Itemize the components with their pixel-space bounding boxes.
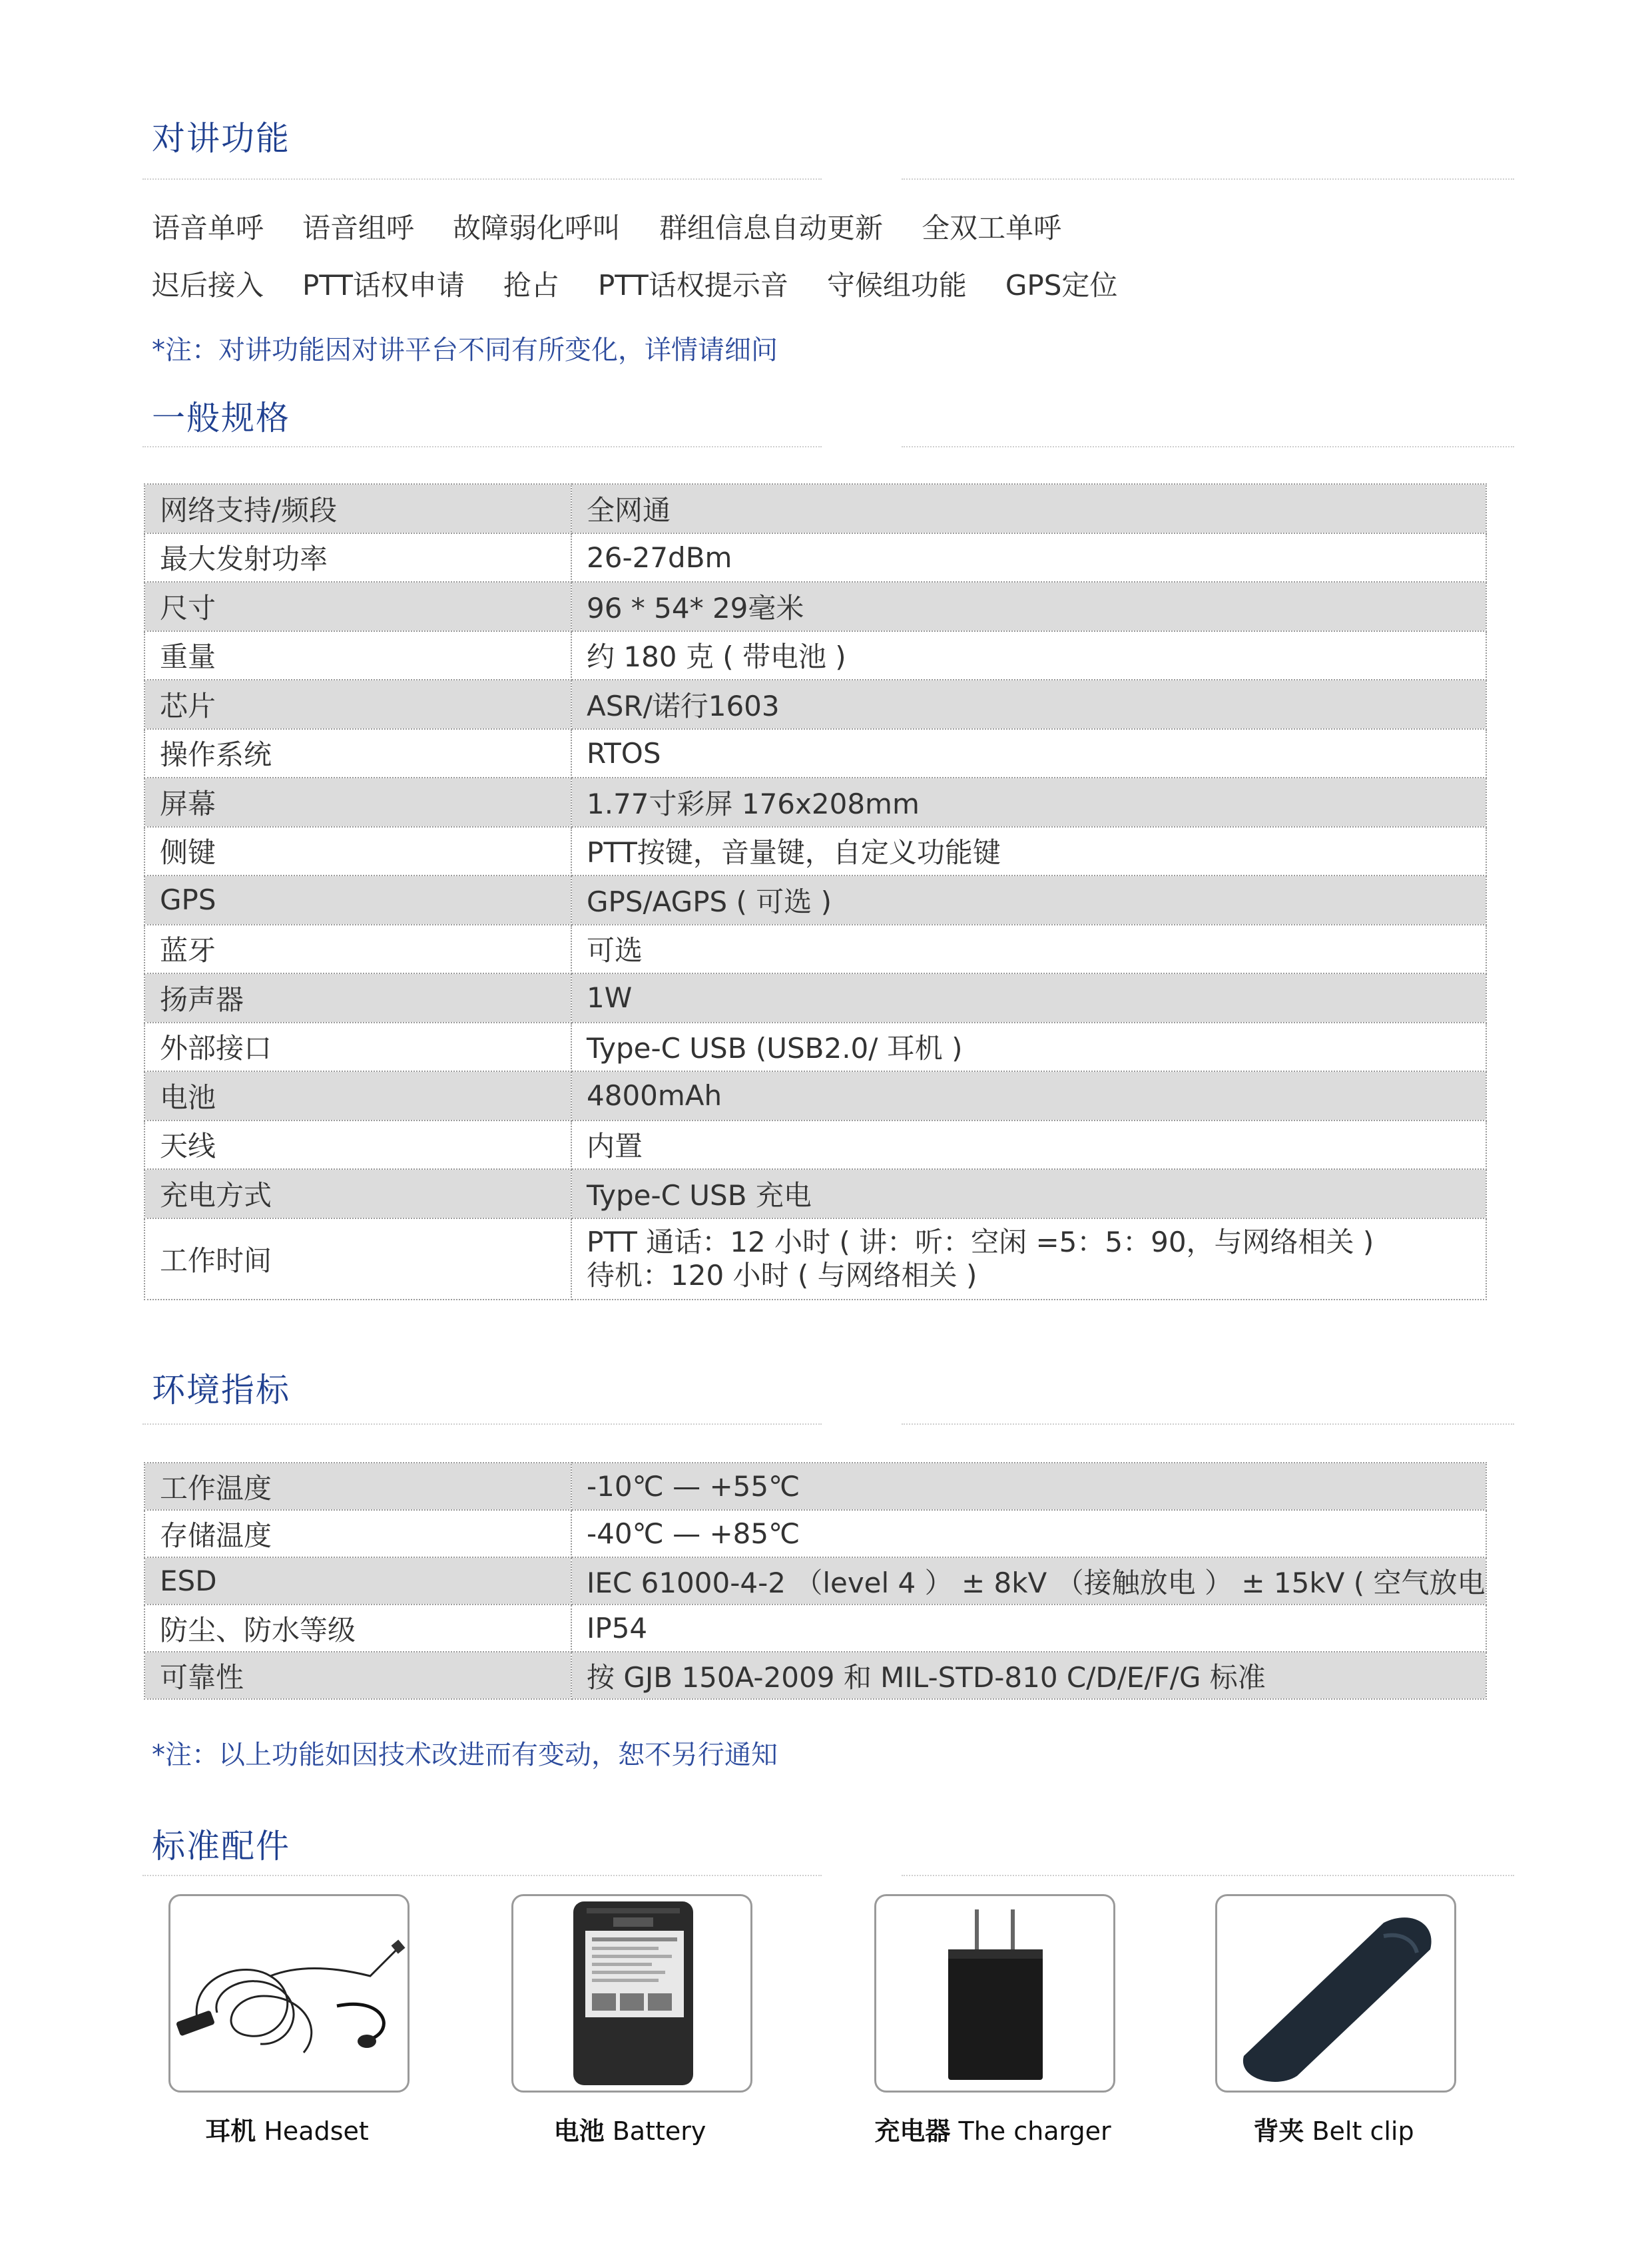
spec-row [144,1652,1486,1699]
divider [142,1423,822,1425]
spec-key: 充电方式 [144,1169,571,1218]
headset-icon [170,1896,408,2091]
spec-row [144,1071,1486,1120]
feature-item: 抢占 [503,269,559,302]
spec-value: IEC 61000-4-2 （level 4 ） ± 8kV （接触放电 ） ± 15kV ( 空气放电 [571,1557,1486,1605]
spec-key: 天线 [144,1120,571,1170]
battery-label-en: Battery [612,2116,706,2146]
spec-key: 防尘、防水等级 [144,1605,571,1652]
spec-value: -40℃ — +85℃ [571,1510,1486,1557]
feature-item: 语音组呼 [302,212,415,244]
feature-item: 全双工单呼 [922,212,1062,244]
spec-key: 芯片 [144,680,571,729]
intercom-title: 对讲功能 [152,119,290,158]
spec-row [144,533,1486,583]
spec-value: 约 180 克 ( 带电池 ) [571,631,1486,680]
spec-value: PTT按键，音量键，自定义功能键 [571,827,1486,876]
spec-value: 可选 [571,925,1486,974]
charger-label-zh: 充电器 [874,2116,951,2146]
spec-value: 96 * 54* 29毫米 [571,582,1486,631]
divider [902,1875,1514,1876]
spec-row [144,1463,1486,1510]
spec-value: 按 GJB 150A-2009 和 MIL-STD-810 C/D/E/F/G 标准 [571,1652,1486,1699]
spec-row [144,973,1486,1023]
spec-value: IP54 [571,1605,1486,1652]
feature-row-2 [152,264,1156,304]
spec-key: 尺寸 [144,582,571,631]
spec-key: 最大发射功率 [144,533,571,583]
spec-key: ESD [144,1557,571,1605]
spec-key: 存储温度 [144,1510,571,1557]
spec-value: Type-C USB (USB2.0/ 耳机 ) [571,1023,1486,1072]
spec-key: 电池 [144,1071,571,1120]
headset-label [134,2111,440,2147]
spec-key: 可靠性 [144,1652,571,1699]
spec-row [144,925,1486,974]
spec-value: 1.77寸彩屏 176x208mm [571,778,1486,827]
feature-item: PTT话权申请 [302,269,465,302]
beltclip-card [1215,1894,1456,2093]
spec-row [144,729,1486,778]
general-title: 一般规格 [152,399,290,437]
beltclip-label-zh: 背夹 [1253,2116,1304,2146]
charger-icon [876,1896,1113,2091]
spec-row [144,1120,1486,1170]
feature-item: PTT话权提示音 [597,269,788,302]
feature-item: 守候组功能 [826,269,967,302]
headset-label-zh: 耳机 [205,2116,256,2146]
spec-value: 全网通 [571,484,1486,533]
spec-value: 内置 [571,1120,1486,1170]
spec-row [144,1510,1486,1557]
spec-value: 4800mAh [571,1071,1486,1120]
battery-icon [513,1896,750,2091]
spec-value: RTOS [571,729,1486,778]
spec-value: GPS/AGPS ( 可选 ) [571,875,1486,925]
spec-row [144,827,1486,876]
spec-row [144,778,1486,827]
divider [142,1875,822,1876]
accessories-title: 标准配件 [152,1827,290,1866]
spec-key: 蓝牙 [144,925,571,974]
spec-key: 扬声器 [144,973,571,1023]
divider [902,1423,1514,1425]
spec-row [144,582,1486,631]
battery-card [511,1894,752,2093]
env-note: *注：以上功能如因技术改进而有变动，恕不另行通知 [152,1740,778,1770]
spec-key: 工作时间 [144,1218,571,1300]
divider [142,178,822,180]
spec-value: 26-27dBm [571,533,1486,583]
spec-value: -10℃ — +55℃ [571,1463,1486,1510]
general-spec-table [144,483,1487,1300]
spec-row [144,680,1486,729]
intercom-note: *注：对讲功能因对讲平台不同有所变化，详情请细问 [152,335,778,366]
spec-row [144,631,1486,680]
charger-card [874,1894,1115,2093]
feature-item: 迟后接入 [152,269,264,302]
spec-row [144,1605,1486,1652]
spec-key: 操作系统 [144,729,571,778]
spec-value [571,1218,1486,1300]
charger-label [840,2111,1146,2147]
spec-row [144,875,1486,925]
charger-label-en: The charger [958,2116,1111,2146]
spec-key: 重量 [144,631,571,680]
feature-item: 故障弱化呼叫 [453,212,621,244]
env-spec-table [144,1462,1487,1700]
headset-card [168,1894,410,2093]
spec-key: 工作温度 [144,1463,571,1510]
spec-row [144,1557,1486,1605]
divider [902,446,1514,447]
spec-row-worktime [144,1218,1486,1300]
feature-item: 群组信息自动更新 [659,212,884,244]
spec-key: 侧键 [144,827,571,876]
battery-label [477,2111,783,2147]
worktime-line-1: PTT 通话：12 小时 ( 讲：听：空闲 =5：5：90，与网络相关 ) [587,1225,1374,1258]
feature-row-1 [152,206,1100,246]
spec-value: ASR/诺行1603 [571,680,1486,729]
beltclip-label [1181,2111,1487,2147]
env-title: 环境指标 [152,1371,290,1409]
spec-key: 屏幕 [144,778,571,827]
battery-label-zh: 电池 [553,2116,605,2146]
belt-clip-icon [1217,1896,1454,2091]
spec-key: GPS [144,875,571,925]
spec-value: 1W [571,973,1486,1023]
divider [902,178,1514,180]
spec-key: 网络支持/频段 [144,484,571,533]
spec-key: 外部接口 [144,1023,571,1072]
feature-item: GPS定位 [1005,269,1118,302]
spec-row [144,1169,1486,1218]
beltclip-label-en: Belt clip [1312,2116,1414,2146]
divider [142,446,822,447]
headset-label-en: Headset [264,2116,369,2146]
feature-item: 语音单呼 [152,212,264,244]
spec-row [144,484,1486,533]
spec-row [144,1023,1486,1072]
spec-value: Type-C USB 充电 [571,1169,1486,1218]
worktime-line-2: 待机：120 小时 ( 与网络相关 ) [587,1258,977,1292]
